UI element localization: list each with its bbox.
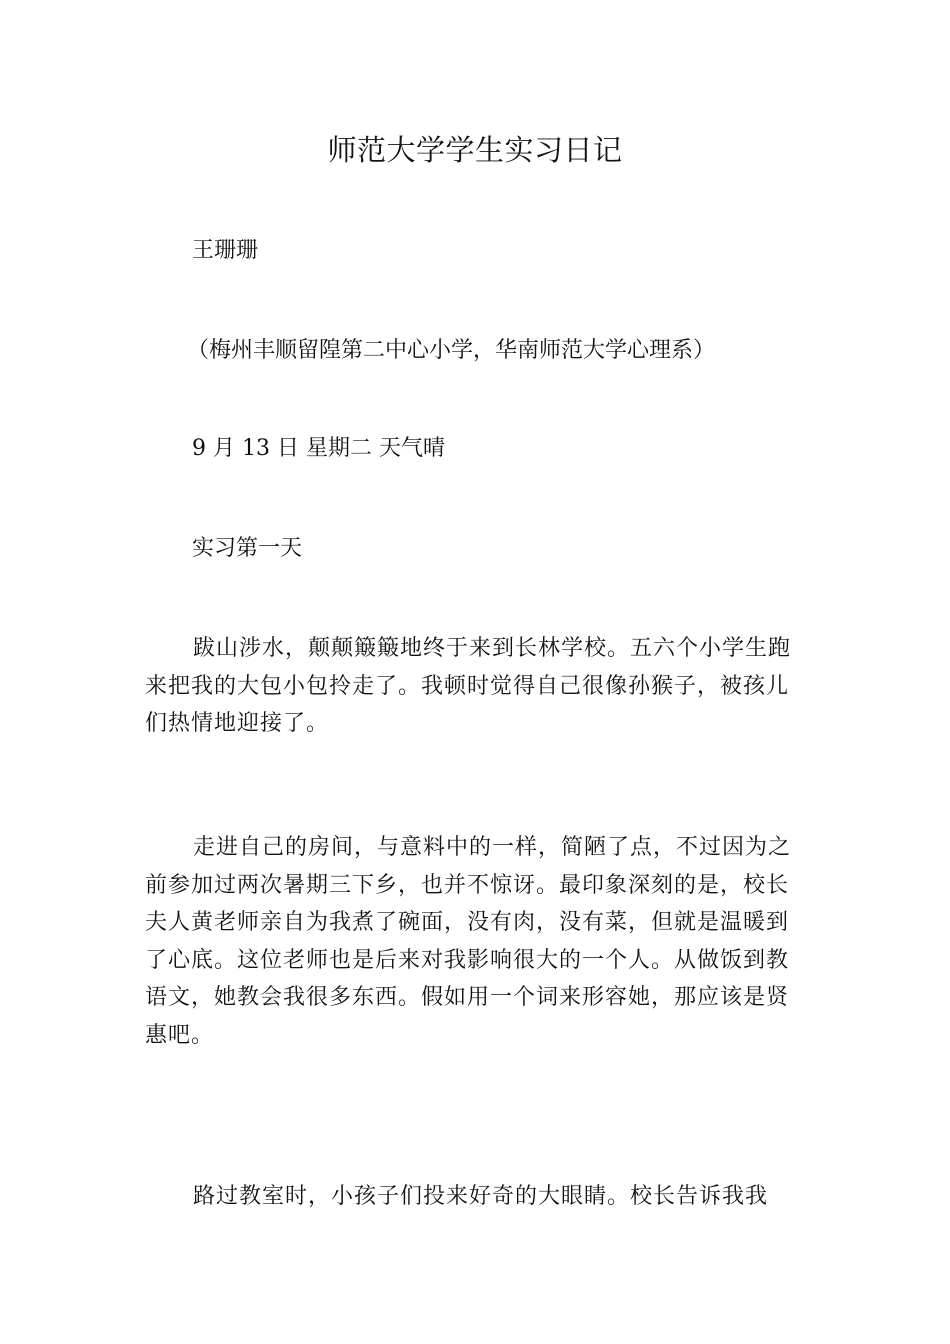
- paragraph-3: 路过教室时，小孩子们投来好奇的大眼睛。校长告诉我我: [193, 1184, 769, 1209]
- author-name: 王珊珊: [192, 238, 259, 263]
- section-heading: 实习第一天: [192, 536, 303, 561]
- document-title: 师范大学学生实习日记: [327, 133, 623, 167]
- paragraph-2: 走进自己的房间，与意料中的一样，简陋了点，不过因为之前参加过两次暑期三下乡，也并不惊讶。最印象深刻的是，校长夫人黄老师亲自为我煮了碗面，没有肉，没有菜，但就是温暖到了心底。这位老师也是后来对我影响很大的一个人。从做饭到教语文，她教会我很多东西。假如用一个词来形容她，那应该是贤惠吧。: [145, 835, 792, 1048]
- diary-date-line: 9 月 13 日 星期二 天气晴: [192, 436, 445, 461]
- author-affiliation: （梅州丰顺留隍第二中心小学，华南师范大学心理系）: [187, 338, 716, 363]
- paragraph-1: 跋山涉水，颠颠簸簸地终于来到长林学校。五六个小学生跑来把我的大包小包拎走了。我顿时觉得自己很像孙猴子，被孩儿们热情地迎接了。: [145, 636, 792, 737]
